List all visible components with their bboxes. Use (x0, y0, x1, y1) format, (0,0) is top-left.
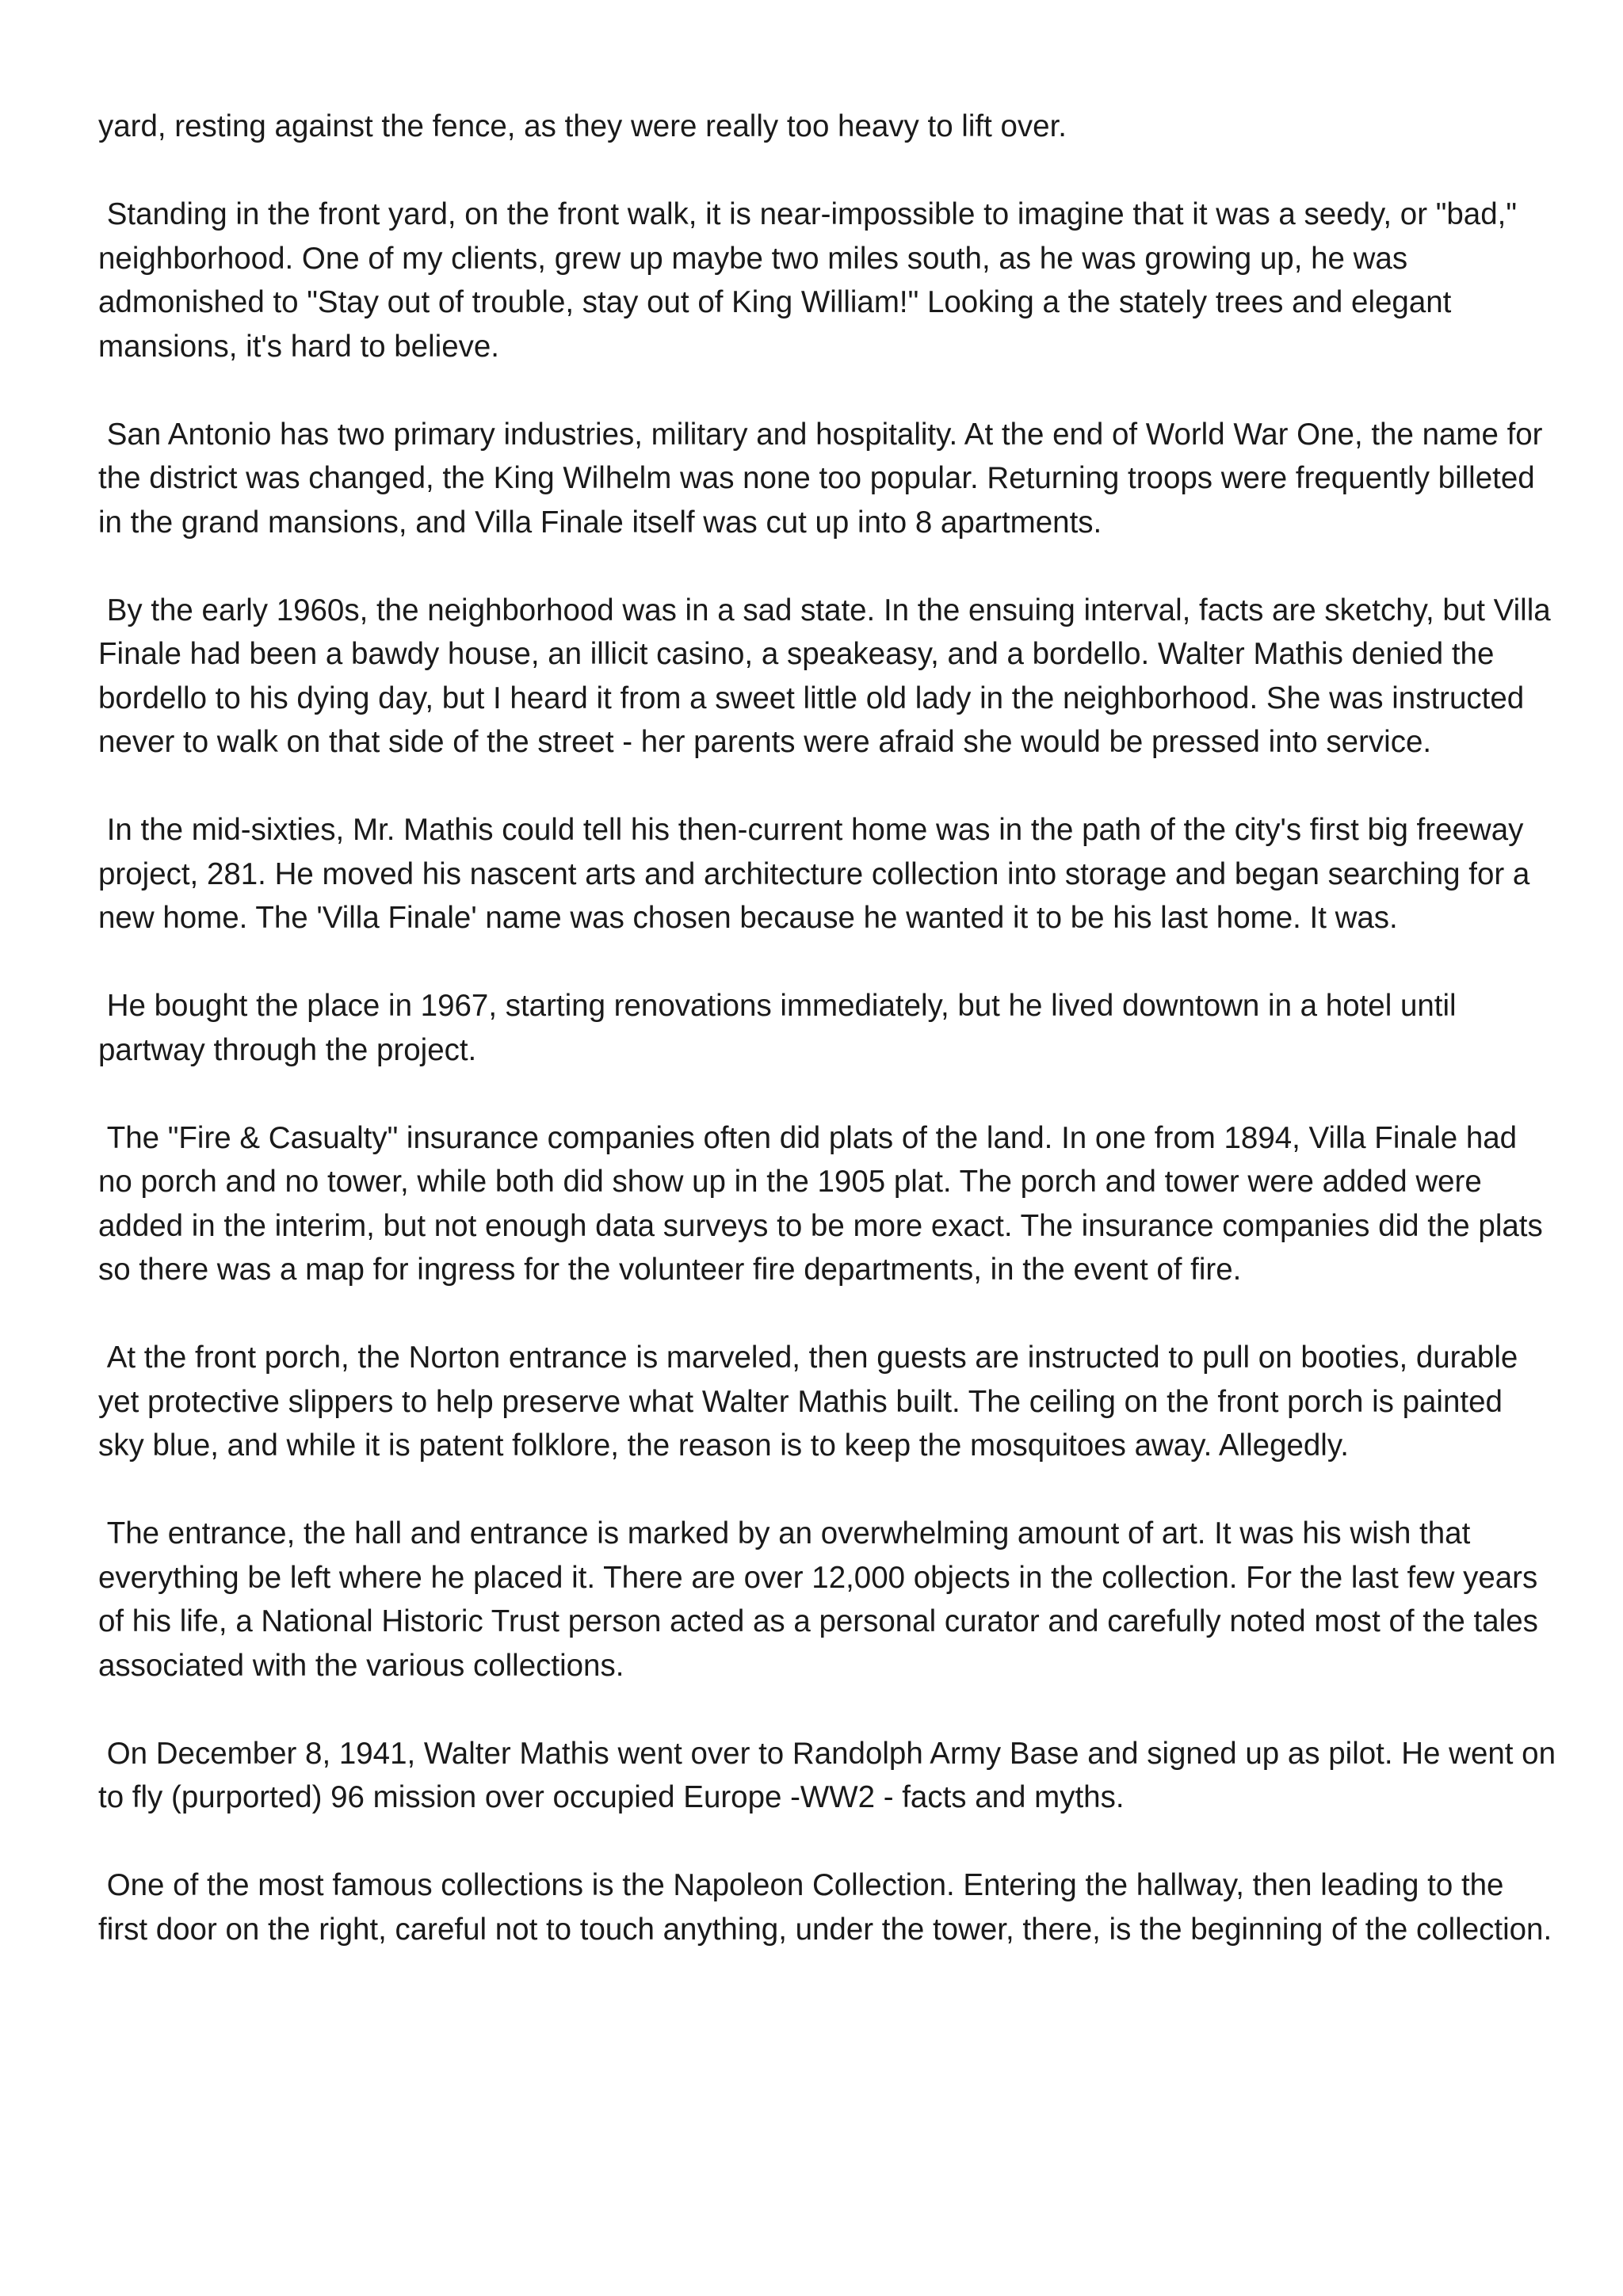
document-body (98, 105, 1564, 1951)
paragraph-7: The "Fire & Casualty" insurance companies often did plats of the land. In one from 1894, Villa Finale had no porch and no tower, while both did show up in the 1905 plat. The porch and tower were added were added in the interim, but not enough data surveys to be more exact. The insurance companies did the plats so there was a map for ingress for the volunteer fire departments, in the event of fire. (98, 1120, 1552, 1287)
paragraph-2: Standing in the front yard, on the front walk, it is near-impossible to imagine that it was a seedy, or "bad," neighborhood. One of my clients, grew up maybe two miles south, as he was growing up, he was admonished to "Stay out of trouble, stay out of King William!" Looking a the stately trees and elegant mansions, it's hard to believe. (98, 197, 1526, 364)
paragraph-5: In the mid-sixties, Mr. Mathis could tell his then-current home was in the path of the city's first big freeway project, 281. He moved his nascent arts and architecture collection into storage and began searching for a new home. The 'Villa Finale' name was chosen because he wanted it to be his last home. It was. (98, 813, 1538, 935)
paragraph-9: The entrance, the hall and entrance is marked by an overwhelming amount of art. It was his wish that everything be left where he placed it. There are over 12,000 objects in the collection. For the last few years of his life, a National Historic Trust person acted as a personal curator and carefully noted most of the tales associated with the various collections. (98, 1516, 1547, 1683)
paragraph-10: On December 8, 1941, Walter Mathis went over to Randolph Army Base and signed up as pilot. He went on to fly (purported) 96 mission over occupied Europe -WW2 - facts and myths. (98, 1736, 1564, 1814)
paragraph-11: One of the most famous collections is the Napoleon Collection. Entering the hallway, then leading to the first door on the right, careful not to touch anything, under the tower, there, is the beginning of the collection. (98, 1868, 1552, 1947)
paragraph-1: yard, resting against the fence, as they were really too heavy to lift over. (98, 109, 1067, 143)
paragraph-4: By the early 1960s, the neighborhood was in a sad state. In the ensuing interval, facts are sketchy, but Villa Finale had been a bawdy house, an illicit casino, a speakeasy, and a bordello. Walter Mathis denied the bordello to his dying day, but I heard it from a sweet little old lady in the neighborhood. She was instructed never to walk on that side of the street - her parents were afraid she would be pressed into service. (98, 593, 1560, 759)
paragraph-3: San Antonio has two primary industries, military and hospitality. At the end of World War One, the name for the district was changed, the King Wilhelm was none too popular. Returning troops were frequently billeted in the grand mansions, and Villa Finale itself was cut up into 8 apartments. (98, 417, 1552, 540)
paragraph-6: He bought the place in 1967, starting renovations immediately, but he lived downtown in a hotel until partway through the project. (98, 989, 1465, 1067)
paragraph-8: At the front porch, the Norton entrance is marveled, then guests are instructed to pull on booties, durable yet protective slippers to help preserve what Walter Mathis built. The ceiling on the front porch is painted sky blue, and while it is patent folklore, the reason is to keep the mosquitoes away. Allegedly. (98, 1341, 1526, 1463)
